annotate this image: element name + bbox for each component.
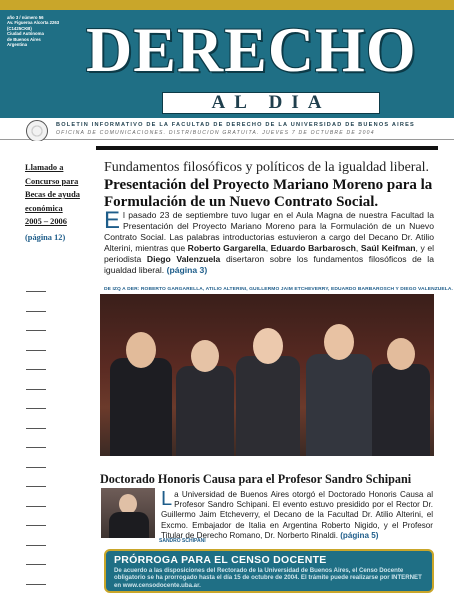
sidebar [0, 141, 86, 610]
article-kicker: Fundamentos filosóficos y políticos de la igualdad liberal. [104, 160, 430, 175]
issue-line: Av. Figueroa Alcorta 2263 [7, 20, 60, 26]
second-article-text [161, 490, 433, 541]
issue-line: de Buenos Aires [7, 36, 41, 42]
banner-title: PRÓRROGA PARA EL CENSO DOCENTE [114, 554, 327, 566]
boletin-line: BOLETIN INFORMATIVO DE LA FACULTAD DE DERECHO DE LA UNIVERSIDAD DE BUENOS AIRES [56, 122, 415, 128]
lead-separator: , y el periodista [104, 243, 435, 264]
article-page-ref[interactable]: (página 3) [166, 265, 208, 275]
sidebar-rule [26, 486, 46, 487]
sidebar-line: Concurso para [25, 176, 79, 186]
publication-subtitle: AL DIA [211, 92, 331, 113]
sidebar-rule [26, 564, 46, 565]
sidebar-rule [26, 311, 46, 312]
sidebar-rule [26, 447, 46, 448]
second-article-body: a Universidad de Buenos Aires otorgó el Doctorado Honoris Causa al Profesor Sandro Schipani. El evento estuvo presidido por el Rector Dr. Guillermo Jaim Etcheverry, el Decano de la Facultad Dr. Atilio Alterini, el Excmo. Embajador de Italia en Argentina Roberto Nigido, y el Profesor Titular de Derecho Romano, Dr. Norberto Rinaldi. [161, 490, 433, 540]
speaker-name: Roberto Gargarella [187, 243, 266, 253]
speaker-name: Diego Valenzuela [146, 254, 221, 264]
lead-text: disertaron sobre los fundamentos filosóficos de la igualdad liberal. [104, 254, 434, 275]
boletin-row [0, 118, 454, 140]
sidebar-line: económica [25, 203, 63, 213]
publication-title: DERECHO [86, 14, 417, 85]
oficina-line: OFICINA DE COMUNICACIONES. DISTRIBUCION GRATUITA. JUEVES 7 DE OCTUBRE DE 2004 [56, 130, 375, 136]
second-article-page-ref[interactable]: (página 5) [340, 530, 379, 540]
photo-person [176, 332, 234, 456]
sidebar-rule [26, 389, 46, 390]
banner-text: De acuerdo a las disposiciones del Rectorado de la Universidad de Buenos Aires, el Censo Docente obligatorio se ha prorrogado hasta el día 15 de octubre de 2004. El trámite puede realizarse por INTERNET en www.censodocente.uba.ar. [114, 567, 422, 589]
lead-text: l pasado 23 de septiembre tuvo lugar en el Aula Magna de nuestra Facultad la Presentación del Proyecto Mariano Moreno para la Formulación de un Nuevo Contrato Social. Las palabras introductorias estuvieron a cargo del Decano Dr. Atilio Alterini, mientras que [104, 210, 434, 253]
issue-line: Ciudad Autónoma [7, 31, 44, 37]
issue-info [7, 15, 81, 47]
sidebar-line: Llamado a [25, 163, 64, 172]
censo-banner [104, 549, 434, 593]
sidebar-rule [26, 525, 46, 526]
article-headline: Presentación del Proyecto Mariano Moreno para la Formulación de un Nuevo Contrato Social. [104, 177, 433, 210]
university-seal-icon [26, 120, 48, 142]
issue-line: (C1425CKB) [7, 25, 32, 31]
photo-person [372, 330, 430, 456]
sidebar-line: 2005 – 2006 [25, 217, 67, 227]
masthead [0, 10, 454, 118]
sidebar-rule [26, 408, 46, 409]
photo-person [110, 324, 172, 456]
sidebar-page-ref[interactable]: (página 12) [25, 232, 66, 242]
article-lead [104, 207, 435, 276]
schipani-photo [101, 488, 155, 538]
dropcap: L [161, 488, 173, 510]
sidebar-rule [26, 330, 46, 331]
sidebar-rule [26, 506, 46, 507]
sidebar-rule [26, 467, 46, 468]
speaker-name: Eduardo Barbarosch [270, 243, 356, 253]
photo-person [306, 318, 372, 456]
lead-separator: , [355, 243, 361, 253]
group-photo [100, 294, 434, 456]
photo-person [236, 320, 300, 456]
publication-subtitle-box [162, 92, 380, 114]
sidebar-blurb[interactable] [25, 161, 85, 245]
sidebar-line: Becas de ayuda [25, 190, 80, 200]
sidebar-rule [26, 428, 46, 429]
sidebar-rule [26, 584, 46, 585]
sidebar-rule [26, 369, 46, 370]
dropcap: E [104, 207, 121, 234]
issue-line: año 3 / número 56 [7, 15, 44, 20]
speaker-name: Saúl Keifman [360, 243, 416, 253]
lead-separator: , [265, 243, 271, 253]
sidebar-rule [26, 545, 46, 546]
photo-caption: DE IZQ A DER: ROBERTO GARGARELLA, ATILIO ALTERINI, GUILLERMO JAIM ETCHEVERRY, EDUARDO BARBAROSCH Y DIEGO VALENZUELA. [104, 287, 453, 292]
issue-line: Argentina [7, 42, 28, 48]
second-article-title: Doctorado Honoris Causa para el Profesor Sandro Schipani [100, 472, 412, 486]
schipani-caption: SANDRO SCHIPANI [159, 538, 206, 544]
sidebar-rule [26, 350, 46, 351]
top-accent-strip [0, 0, 454, 10]
sidebar-rule [26, 291, 46, 292]
